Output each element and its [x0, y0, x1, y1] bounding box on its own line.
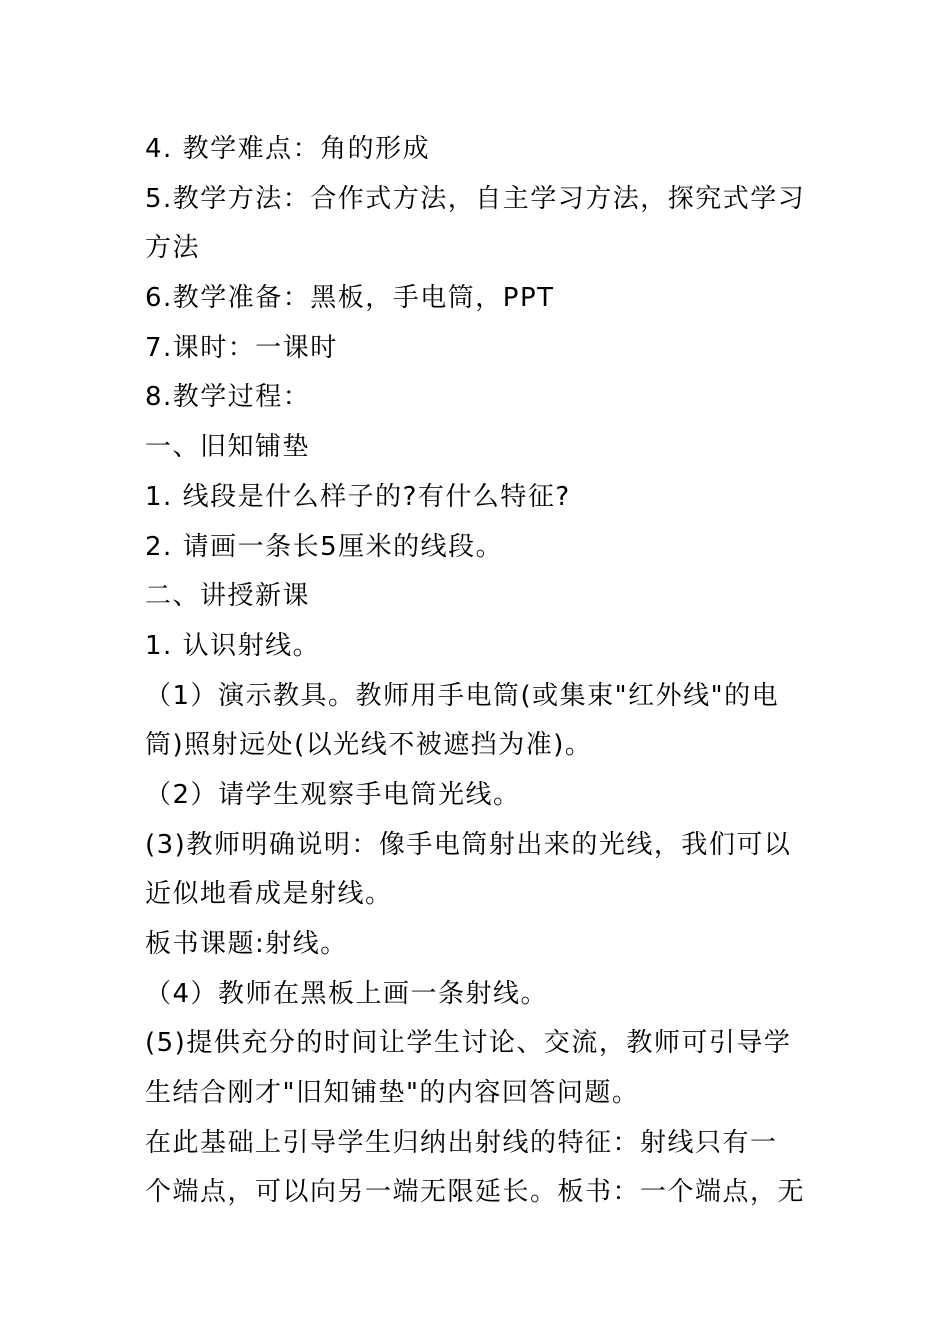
paragraph-line: 在此基础上引导学生归纳出射线的特征：射线只有一 [145, 1127, 778, 1158]
paragraph-line: （4）教师在黑板上画一条射线。 [145, 978, 549, 1009]
line-class-hours: 7.课时：一课时 [145, 332, 338, 363]
paragraph-line: 近似地看成是射线。 [145, 879, 393, 910]
line-teaching-methods-cont: 方法 [145, 233, 201, 264]
section-heading-review: 一、旧知铺垫 [145, 432, 311, 463]
document-body [145, 125, 810, 1218]
line-teaching-preparation: 6.教学准备：黑板，手电筒，PPT [145, 283, 555, 314]
line-teaching-difficulty: 4. 教学难点：角的形成 [145, 134, 431, 164]
list-item: 1. 认识射线。 [145, 630, 321, 661]
paragraph-line: （1）演示教具。教师用手电筒(或集束"红外线"的电 [145, 680, 780, 711]
line-teaching-process: 8.教学过程： [145, 382, 311, 413]
section-heading-new-lesson: 二、讲授新课 [145, 581, 311, 612]
line-teaching-methods: 5.教学方法：合作式方法，自主学习方法，探究式学习 [145, 183, 806, 214]
list-item: 1. 线段是什么样子的?有什么特征? [145, 481, 571, 512]
paragraph-line: (3)教师明确说明：像手电筒射出来的光线，我们可以 [145, 829, 792, 860]
paragraph-line: (5)提供充分的时间让学生讨论、交流，教师可引导学 [145, 1028, 792, 1059]
paragraph-line: （2）请学生观察手电筒光线。 [145, 779, 521, 810]
paragraph-line: 筒)照射远处(以光线不被遮挡为准)。 [145, 730, 593, 761]
paragraph-line: 生结合刚才"旧知铺垫"的内容回答问题。 [145, 1078, 640, 1109]
paragraph-line: 个端点，可以向另一端无限延长。板书：一个端点，无 [145, 1177, 806, 1208]
paragraph-line: 板书课题:射线。 [145, 929, 348, 959]
list-item: 2. 请画一条长5厘米的线段。 [145, 531, 504, 562]
